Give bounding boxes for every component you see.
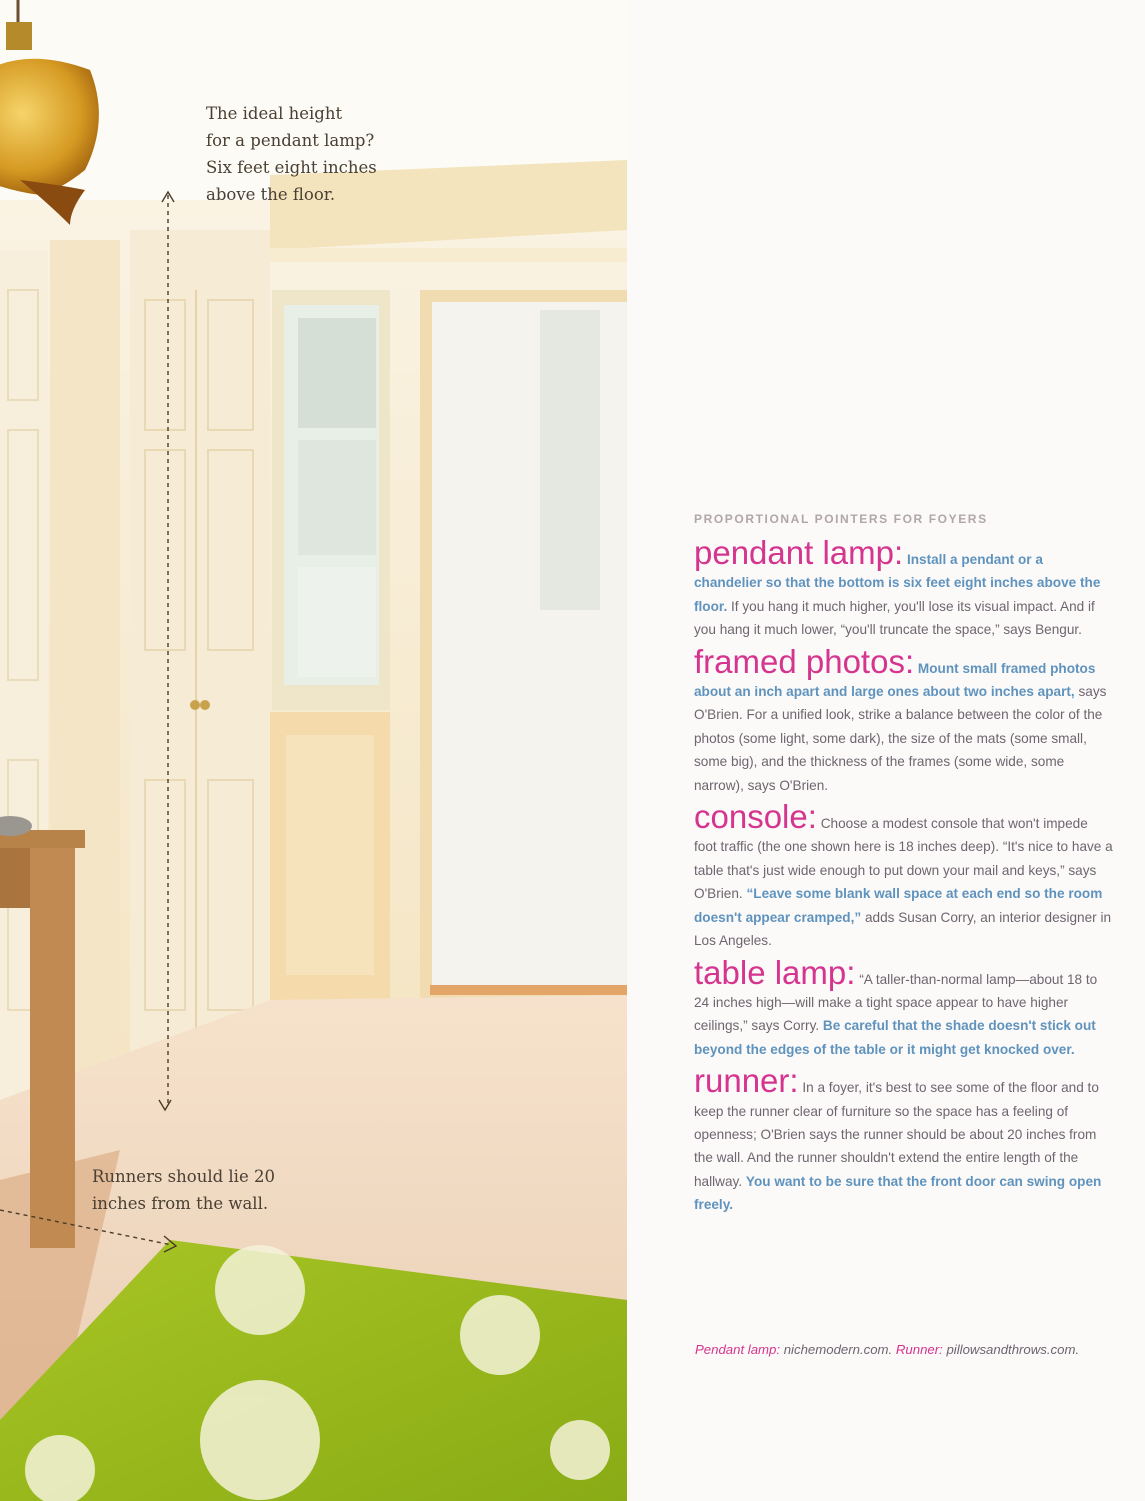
credit-label: Runner: [895, 1342, 943, 1357]
section-table-lamp [694, 953, 1114, 1062]
section-emphasis: You want to be sure that the front door can swing open freely. [694, 1173, 1102, 1213]
caption-line: inches from the wall. [92, 1194, 269, 1213]
section-kicker: PROPORTIONAL POINTERS FOR FOYERS [694, 512, 988, 526]
caption-line: Six feet eight inches [206, 158, 377, 177]
credit-label: Pendant lamp: [695, 1342, 781, 1357]
section-heading: table lamp: [694, 953, 856, 991]
section-body: “A taller-than-normal lamp—about 18 to 24 inches high—will make a tight space appear to have higher ceilings,” says Corry. [694, 971, 1098, 1034]
lamp-height-caption [206, 100, 406, 208]
section-heading: console: [694, 798, 817, 836]
section-body: Choose a modest console that won't impede foot traffic (the one shown here is 18 inches deep). “It's nice to have a table that's just wide enough to put down your mail and keys,” says O'Brien. [694, 816, 1113, 902]
article-column [694, 512, 1114, 1223]
section-runner [694, 1062, 1114, 1216]
section-heading: pendant lamp: [694, 534, 904, 571]
section-emphasis: Install a pendant or a chandelier so that the bottom is six feet eight inches above the floor. [694, 552, 1101, 614]
section-emphasis: Be careful that the shade doesn't stick out beyond the edges of the table or it might get knocked over. [694, 1018, 1096, 1057]
section-emphasis: “Leave some blank wall space at each end so the room doesn't appear cramped,” [694, 886, 1103, 925]
credit-source: pillowsandthrows.com. [946, 1342, 1080, 1357]
product-credits [695, 1342, 1135, 1357]
section-body: In a foyer, it's best to see some of the floor and to keep the runner clear of furniture so the space has a feeling of openness; O'Brien says the runner should be about 20 inches from the wall. And the runner shouldn't extend the entire length of the hallway. [694, 1080, 1099, 1189]
section-heading: runner: [694, 1062, 799, 1100]
section-console [694, 798, 1114, 952]
runner-caption [92, 1163, 302, 1217]
section-heading: framed photos: [694, 642, 915, 680]
section-framed-photos [694, 642, 1114, 797]
section-pendant-lamp [694, 534, 1114, 642]
caption-line: Runners should lie 20 [92, 1167, 275, 1186]
credit-source: nichemodern.com. [783, 1342, 893, 1357]
caption-line: above the floor. [206, 185, 336, 204]
section-body: says O'Brien. For a unified look, strike a balance between the color of the photos (some light, some dark), the size of the mats (some small, some big), and the thickness of the frames (some wide, some narrow), says O'Brien. [694, 684, 1107, 793]
caption-line: The ideal height [206, 104, 343, 123]
section-body-continued: adds Susan Corry, an interior designer in Los Angeles. [694, 909, 1112, 949]
section-emphasis: Mount small framed photos about an inch apart and large ones about two inches apart, [694, 660, 1096, 700]
section-body: If you hang it much higher, you'll lose its visual impact. And if you hang it much lower, “you'll truncate the space,” says Bengur. [694, 598, 1095, 638]
caption-line: for a pendant lamp? [206, 131, 375, 150]
